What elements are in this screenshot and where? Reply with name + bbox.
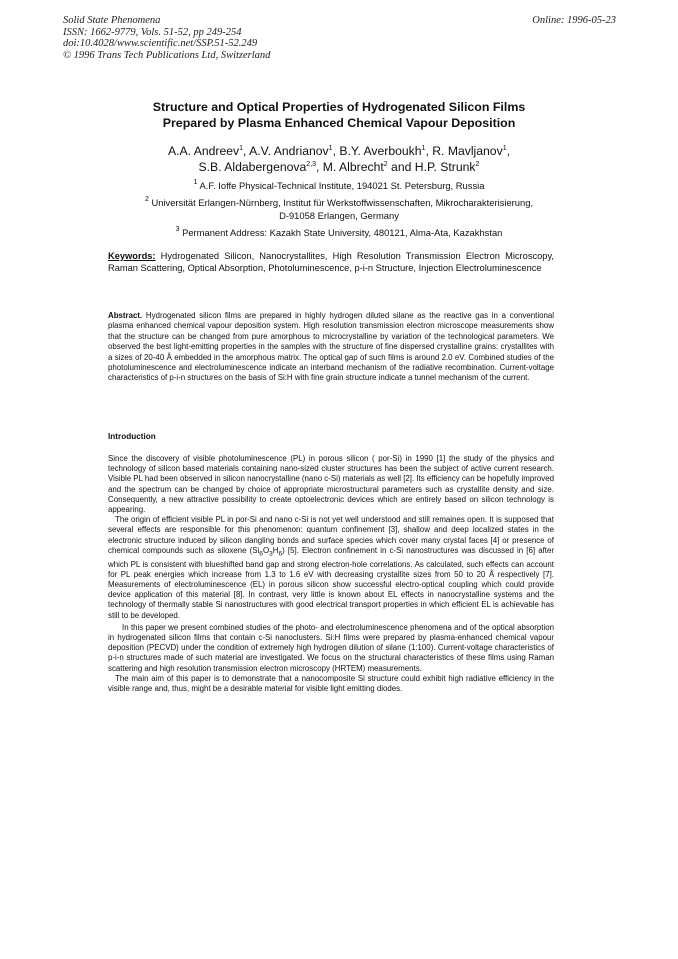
author-affil-mark: 1	[239, 145, 244, 152]
doi-line: doi:10.4028/www.scientific.net/SSP.51-52.249	[63, 38, 258, 49]
affiliation-2	[80, 197, 598, 222]
journal-name: Solid State Phenomena	[63, 15, 161, 26]
abstract-text: Hydrogenated silicon films are prepared in highly hydrogen diluted silane as the reactive gas in a conventional plasma enhanced chemical vapour deposition system. High resolution transmission electron microscope measurements show that the structure can be changed from pure amorphous to microcrystalline by variation of the technological parameters. We observed the best light-emitting properties in the samples with the structure of fine dispersed crystalline grains: crystallites with a sizes of 20-40 Å embedded in the amorphous matrix. The optical gap of such films is around 2.0 eV. Combined studies of the photoluminescence and electroluminescence indicate an interband mechanism of the radiative recombination. Current-voltage characteristics of p-i-n structures on the basis of Si:H with fine grain structure indicate a tunnel mechanism of the current.	[108, 311, 554, 383]
author-affil-mark: 1	[421, 145, 426, 152]
keywords-block	[108, 250, 554, 274]
paragraph: Since the discovery of visible photoluminescence (PL) in porous silicon ( por-Si) in 1990 [1] the study of the physics and technology of silicon based materials containing nano-sized cluster structures has been the subject of active current research. Visible PL had been observed in silicon nanocrystalline (nano c-Si) materials as well [2]. Its efficiency can be hopefully improved and the spectrum can be changed by choice of appropriate microstructural parameters such as crystallite density and size. Consequently, a new attractive possibility to create optoelectronic devices which are entirely based on silicon technology is appearing.	[108, 454, 554, 515]
affil-text: Universität Erlangen-Nürnberg, Institut für Werkstoffwissenschaften, Mikrocharakterisierung,	[148, 197, 534, 208]
paragraph-text: O	[262, 545, 270, 555]
affil-mark: 3	[175, 226, 180, 233]
paper-title	[80, 100, 598, 131]
affil-text: A.F. Ioffe Physical-Technical Institute, 194021 St. Petersburg, Russia	[197, 180, 485, 191]
author-name: , R. Mavljanov	[425, 144, 503, 158]
author-affil-mark: 1	[502, 145, 507, 152]
paragraph: The main aim of this paper is to demonstrate that a nanocomposite Si structure could exhibit high radiative efficiency in the visible range and, thus, might be a desirable material for visible light emitting diodes.	[108, 673, 554, 694]
author-affil-mark: 2	[475, 161, 480, 168]
abstract-label: Abstract.	[108, 311, 143, 320]
author-affil-mark: 2,3	[306, 161, 317, 168]
affiliation-1	[80, 180, 598, 193]
affil-line: D-91058 Erlangen, Germany	[279, 209, 399, 221]
author-name: and H.P. Strunk	[387, 160, 476, 174]
keywords-text: Hydrogenated Silicon, Nanocrystallites, High Resolution Transmission Electron Microscopy, Raman Scattering, Optical Absorption, Photoluminescence, p-i-n Structure, Injection Electroluminescence	[108, 251, 554, 274]
author-affil-mark: 2	[383, 161, 388, 168]
author-name: A.A. Andreev	[168, 144, 240, 158]
affil-line	[80, 197, 598, 210]
author-line-1	[80, 143, 598, 159]
subscript: 6	[278, 550, 283, 558]
paragraph-text: H	[272, 545, 279, 555]
author-affil-mark: 1	[328, 145, 333, 152]
abstract-block	[108, 311, 554, 384]
paragraph	[108, 515, 554, 621]
subscript: 3	[269, 550, 273, 558]
author-line-2	[80, 159, 598, 175]
affil-mark: 2	[144, 196, 149, 203]
title-line-2: Prepared by Plasma Enhanced Chemical Vapour Deposition	[162, 115, 516, 130]
paragraph: In this paper we present combined studies of the photo- and electroluminescence phenomena and of the optical absorption in hydrogenated silicon films that contain c-Si nanoclusters. Si:H films were prepared by plasma-enhanced chemical vapour deposition (PECVD) under the condition of extremely high hydrogen dilution of silane (1:100). Current-voltage characteristics of p-i-n structures made of such material are investigated. We focus on the structural characteristics of these films using Raman scattering and high resolution transmission electron microscopy (HRTEM) measurements.	[108, 622, 554, 673]
author-list	[80, 143, 598, 175]
title-line-1: Structure and Optical Properties of Hydrogenated Silicon Films	[152, 100, 526, 114]
paragraph-text: ) [5]. Electron confinement in c-Si nanostructures was discussed in [6] after which PL is consistent with blueshifted band gap and strong electron-hole correlations. As calculated, such effects can account for PL peak energies which increase from 1.3 to 1.6 eV with decreasing crystallite sizes from 50 to 20 Å respectively [7]. Measurements of electroluminescence (EL) in porous silicon show successful electro-optical coupling which could provide device application of this material [8]. In contrast, very little is known about EL effects in nanocrystalline systems and the technology of thermally stable Si nanostructures with good electrical transport properties in which efficient EL is achievable has still to be developed.	[108, 545, 554, 620]
affil-mark: 1	[193, 179, 198, 186]
author-name: , A.V. Andrianov	[243, 144, 329, 158]
subscript: 6	[259, 550, 263, 558]
section-heading-introduction: Introduction	[108, 432, 156, 441]
author-separator: ,	[506, 144, 510, 158]
author-name: S.B. Aldabergenova	[198, 160, 307, 174]
affil-text: Permanent Address: Kazakh State University, 480121, Alma-Ata, Kazakhstan	[179, 227, 503, 238]
author-name: , B.Y. Averboukh	[332, 144, 422, 158]
paragraph-text: The origin of efficient visible PL in por-Si and nano c-Si is not yet well understood and still remaines open. It is supposed that several effects are responsible for this phenomenon: quantum confinement [3], shallow and deep localized states in the electronic structure induced by silicon dangling bonds and surface species which cover many crystal faces [4] or presence of chemical compounds such as siloxene (Si	[108, 515, 554, 555]
copyright-line: © 1996 Trans Tech Publications Ltd, Switzerland	[63, 49, 271, 61]
affiliation-3	[80, 227, 598, 240]
introduction-body	[108, 454, 554, 694]
author-name: , M. Albrecht	[316, 160, 384, 174]
issn-line: ISSN: 1662-9779, Vols. 51-52, pp 249-254	[63, 26, 242, 38]
journal-header	[63, 15, 270, 61]
online-date: Online: 1996-05-23	[532, 15, 616, 26]
keywords-label: Keywords:	[108, 251, 156, 261]
